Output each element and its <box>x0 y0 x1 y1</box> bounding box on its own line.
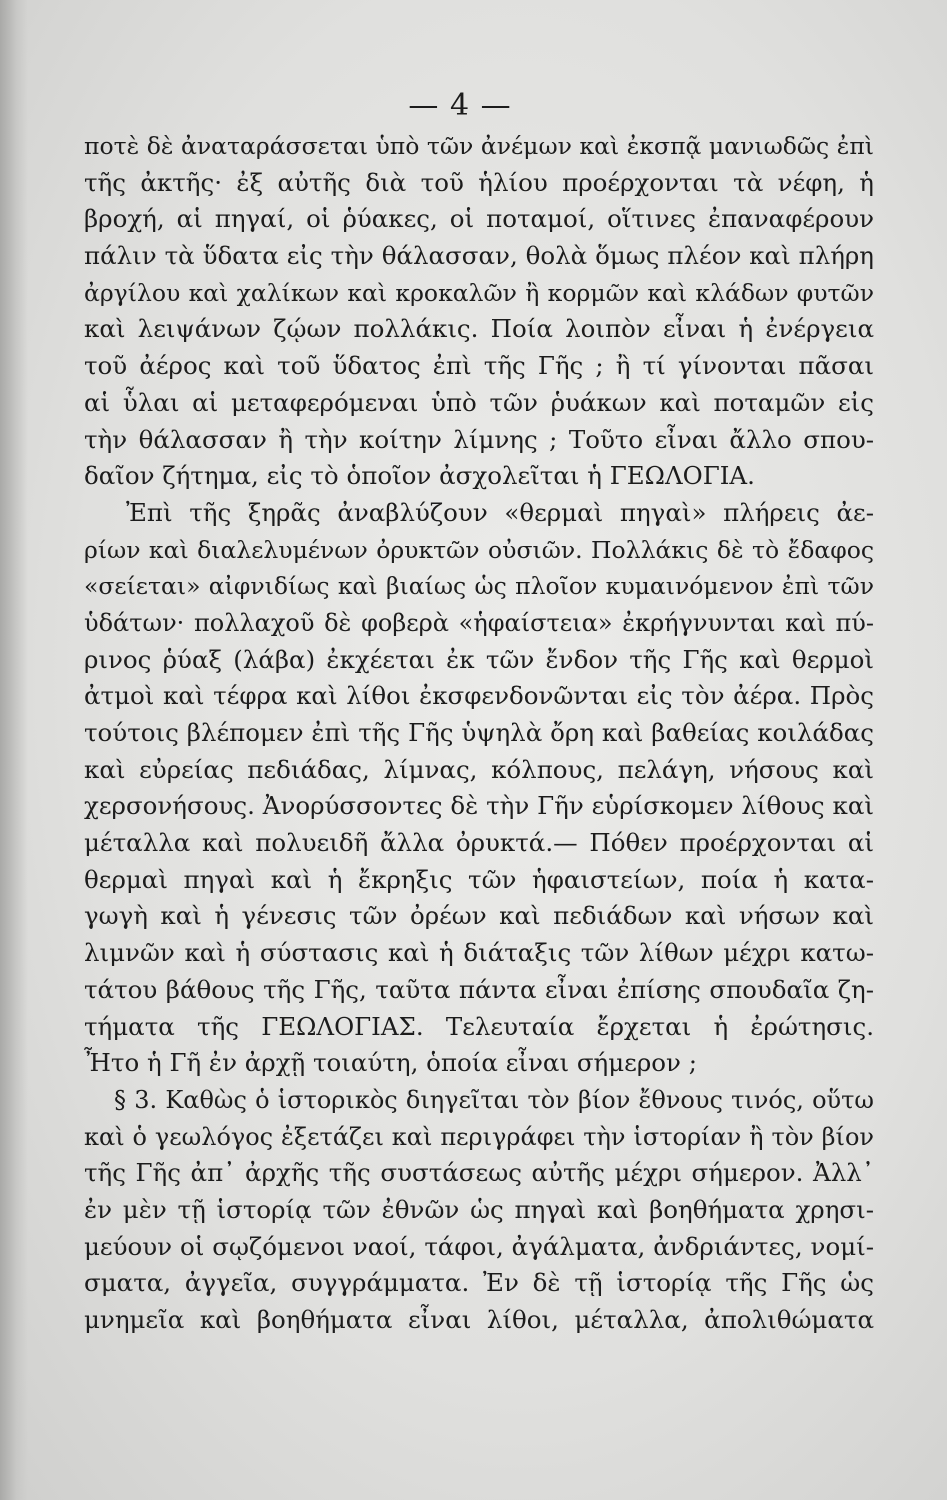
text-line: Ἦτο ἡ Γῆ ἐν ἀρχῇ τοιαύτη, ὁποία εἶναι σήμερον ; <box>84 1048 697 1078</box>
text-line: ἀργίλου καὶ χαλίκων καὶ κροκαλῶν ἢ κορμῶν καὶ κλάδων φυτῶν <box>84 278 874 307</box>
text-line: τοῦ ἀέρος καὶ τοῦ ὕδατος ἐπὶ τῆς Γῆς ; ἢ τί γίνονται πᾶσαι <box>84 351 874 381</box>
text-line: τῆς Γῆς ἀπ᾽ ἀρχῆς τῆς συστάσεως αὐτῆς μέχρι σήμερον. Ἀλλ᾽ <box>84 1158 874 1188</box>
text-line: «σείεται» αἰφνιδίως καὶ βιαίως ὡς πλοῖον κυμαινόμενον ἐπὶ τῶν <box>84 572 874 601</box>
text-line: μέταλλα καὶ πολυειδῆ ἄλλα ὀρυκτά.— Πόθεν προέρχονται αἱ <box>84 828 874 858</box>
text-line: τὴν θάλασσαν ἢ τὴν κοίτην λίμνης ; Τοῦτο εἶναι ἄλλο σπου- <box>84 424 874 454</box>
text-line: ἐν μὲν τῇ ἱστορίᾳ τῶν ἐθνῶν ὡς πηγαὶ καὶ βοηθήματα χρησι- <box>84 1194 874 1224</box>
text-line: τούτοις βλέπομεν ἐπὶ τῆς Γῆς ὑψηλὰ ὄρη καὶ βαθείας κοιλάδας <box>84 718 874 747</box>
text-line: λιμνῶν καὶ ἡ σύστασις καὶ ἡ διάταξις τῶν λίθων μέχρι κατω- <box>84 938 874 968</box>
page-gutter-shadow <box>0 0 28 1500</box>
text-line: μεύουν οἱ σῳζόμενοι ναοί, τάφοι, ἀγάλματα, ἀνδριάντες, νομί- <box>84 1231 874 1261</box>
text-line: καὶ ὁ γεωλόγος ἐξετάζει καὶ περιγράφει τὴν ἱστορίαν ἢ τὸν βίον <box>84 1122 874 1151</box>
page-number: — 4 — <box>408 88 512 123</box>
text-line: Ἐπὶ τῆς ξηρᾶς ἀναβλύζουν «θερμαὶ πηγαὶ» πλήρεις ἀε- <box>126 497 874 527</box>
text-line: σματα, ἀγγεῖα, συγγράμματα. Ἐν δὲ τῇ ἱστορίᾳ τῆς Γῆς ὡς <box>84 1268 874 1298</box>
text-line: θερμαὶ πηγαὶ καὶ ἡ ἔκρηξις τῶν ἡφαιστείων, ποία ἡ κατα- <box>84 864 874 894</box>
text-line: αἱ ὗλαι αἱ μεταφερόμεναι ὑπὸ τῶν ῥυάκων καὶ ποταμῶν εἰς <box>84 387 874 417</box>
text-line: μνημεῖα καὶ βοηθήματα εἶναι λίθοι, μέταλλα, ἀπολιθώματα <box>84 1305 874 1334</box>
text-line: τάτου βάθους τῆς Γῆς, ταῦτα πάντα εἶναι ἐπίσης σπουδαῖα ζη- <box>84 974 874 1004</box>
page-body <box>84 128 874 1339</box>
section-start-line: § 3. Καθὼς ὁ ἱστορικὸς διηγεῖται τὸν βίον ἔθνους τινός, οὕτω <box>114 1085 874 1114</box>
text-line: ποτὲ δὲ ἀναταράσσεται ὑπὸ τῶν ἀνέμων καὶ ἐκσπᾷ μανιωδῶς ἐπὶ <box>84 132 874 160</box>
text-line: ἀτμοὶ καὶ τέφρα καὶ λίθοι ἐκσφενδονῶνται εἰς τὸν ἀέρα. Πρὸς <box>84 681 874 711</box>
text-line: βροχή, αἱ πηγαί, οἱ ῥύακες, οἱ ποταμοί, οἵτινες ἐπαναφέρουν <box>84 204 874 234</box>
text-line: τῆς ἀκτῆς· ἐξ αὐτῆς διὰ τοῦ ἡλίου προέρχονται τὰ νέφη, ἡ <box>84 167 874 197</box>
text-line: δαῖον ζήτημα, εἰς τὸ ὁποῖον ἀσχολεῖται ἡ ΓΕΩΛΟΓΙΑ. <box>84 461 755 491</box>
text-line: καὶ εὐρείας πεδιάδας, λίμνας, κόλπους, πελάγη, νήσους καὶ <box>84 754 874 784</box>
text-line: καὶ λειψάνων ζῴων πολλάκις. Ποία λοιπὸν εἶναι ἡ ἐνέργεια <box>84 314 874 344</box>
text-line: ὑδάτων· πολλαχοῦ δὲ φοβερὰ «ἡφαίστεια» ἐκρήγνυνται καὶ πύ- <box>84 608 874 637</box>
text-line: γωγὴ καὶ ἡ γένεσις τῶν ὀρέων καὶ πεδιάδων καὶ νήσων καὶ <box>84 901 874 931</box>
text-line: ρινος ῥύαξ (λάβα) ἐκχέεται ἐκ τῶν ἔνδον τῆς Γῆς καὶ θερμοὶ <box>84 644 874 674</box>
text-line: χερσονήσους. Ἀνορύσσοντες δὲ τὴν Γῆν εὑρίσκομεν λίθους καὶ <box>84 791 874 821</box>
text-line: ρίων καὶ διαλελυμένων ὀρυκτῶν οὐσιῶν. Πολλάκις δὲ τὸ ἔδαφος <box>84 535 874 564</box>
text-line: πάλιν τὰ ὕδατα εἰς τὴν θάλασσαν, θολὰ ὅμως πλέον καὶ πλήρη <box>84 241 874 271</box>
text-line: τήματα τῆς ΓΕΩΛΟΓΙΑΣ. Τελευταία ἔρχεται ἡ ἐρώτησις. <box>84 1011 874 1041</box>
